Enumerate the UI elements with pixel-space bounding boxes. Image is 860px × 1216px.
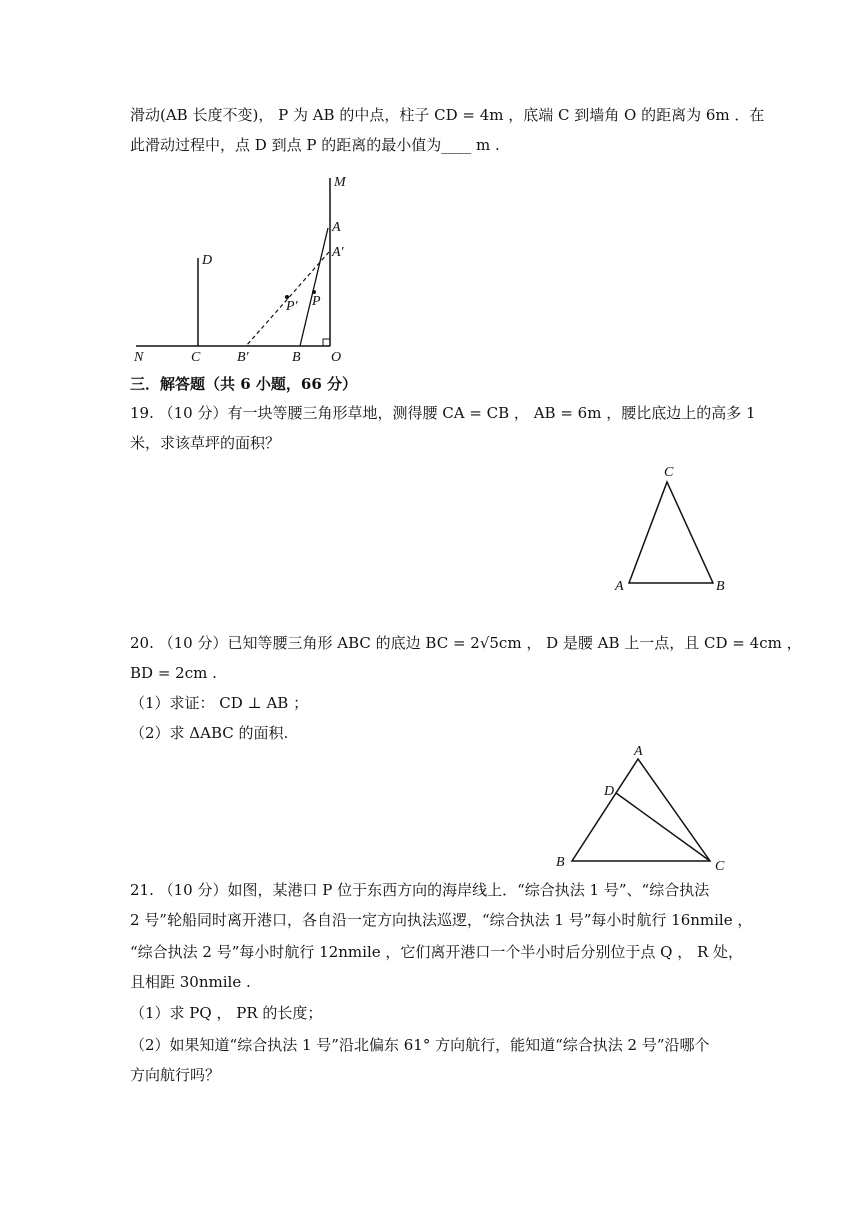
label-A: A	[332, 220, 341, 235]
label-C: C	[191, 350, 201, 365]
label-M: M	[334, 175, 346, 190]
problem18-line1: 滑动(AB 长度不变)， P 为 AB 的中点，柱子 CD = 4m ，底端 C 到墙角 O 的距离为 6m ．在	[130, 106, 765, 124]
problem19-line2: 米，求该草坪的面积？	[130, 434, 281, 452]
label-A-prime: A′	[332, 245, 344, 260]
label-D: D	[604, 784, 615, 799]
figure-isosceles-lawn	[612, 460, 732, 595]
problem20-question2: （2）求 ΔABC 的面积.	[130, 724, 289, 742]
problem21-line4: 且相距 30nmile .	[130, 973, 251, 991]
problem18-line2: 此滑动过程中，点 D 到点 P 的距离的最小值为____ m .	[130, 136, 500, 154]
label-B: B	[716, 579, 725, 594]
figure-triangle-abc	[552, 745, 732, 875]
label-B-prime: B′	[237, 350, 249, 365]
label-C: C	[664, 465, 674, 480]
label-O: O	[331, 350, 342, 365]
label-B: B	[556, 855, 565, 870]
problem21-line3: “综合执法 2 号”每小时航行 12nmile ，它们离开港口一个半小时后分别位于点 Q ， R 处，	[130, 943, 744, 961]
problem20-question1: （1）求证： CD ⊥ AB ；	[130, 694, 309, 712]
label-A: A	[634, 745, 643, 759]
problem21-question1: （1）求 PQ ， PR 的长度；	[130, 1004, 323, 1022]
label-P: P	[312, 294, 321, 309]
label-B: B	[292, 350, 301, 365]
label-P-prime: P′	[286, 299, 298, 314]
section-heading: 三．解答题（共 6 小题，66 分）	[130, 375, 357, 393]
problem20-line1: 20. （10 分）已知等腰三角形 ABC 的底边 BC = 2√5cm ， D 是腰 AB 上一点，且 CD = 4cm ，	[130, 634, 802, 652]
problem19-line1: 19. （10 分）有一块等腰三角形草地，测得腰 CA = CB ， AB = 6m ，腰比底边上的高多 1	[130, 404, 756, 422]
label-C: C	[715, 859, 725, 874]
label-A: A	[615, 579, 624, 594]
problem21-line2: 2 号”轮船同时离开港口，各自沿一定方向执法巡逻，“综合执法 1 号”每小时航行 16nmile ，	[130, 911, 753, 929]
problem21-question3: 方向航行吗？	[130, 1066, 221, 1084]
problem21-question2: （2）如果知道“综合执法 1 号”沿北偏东 61° 方向航行，能知道“综合执法 2 号”沿哪个	[130, 1036, 710, 1054]
label-D: D	[202, 253, 213, 268]
problem21-line1: 21. （10 分）如图，某港口 P 位于东西方向的海岸线上．“综合执法 1 号”、“综合执法	[130, 881, 710, 899]
label-N: N	[134, 350, 144, 365]
figure-ladder-wall	[128, 168, 368, 368]
problem20-line2: BD = 2cm .	[130, 664, 217, 682]
